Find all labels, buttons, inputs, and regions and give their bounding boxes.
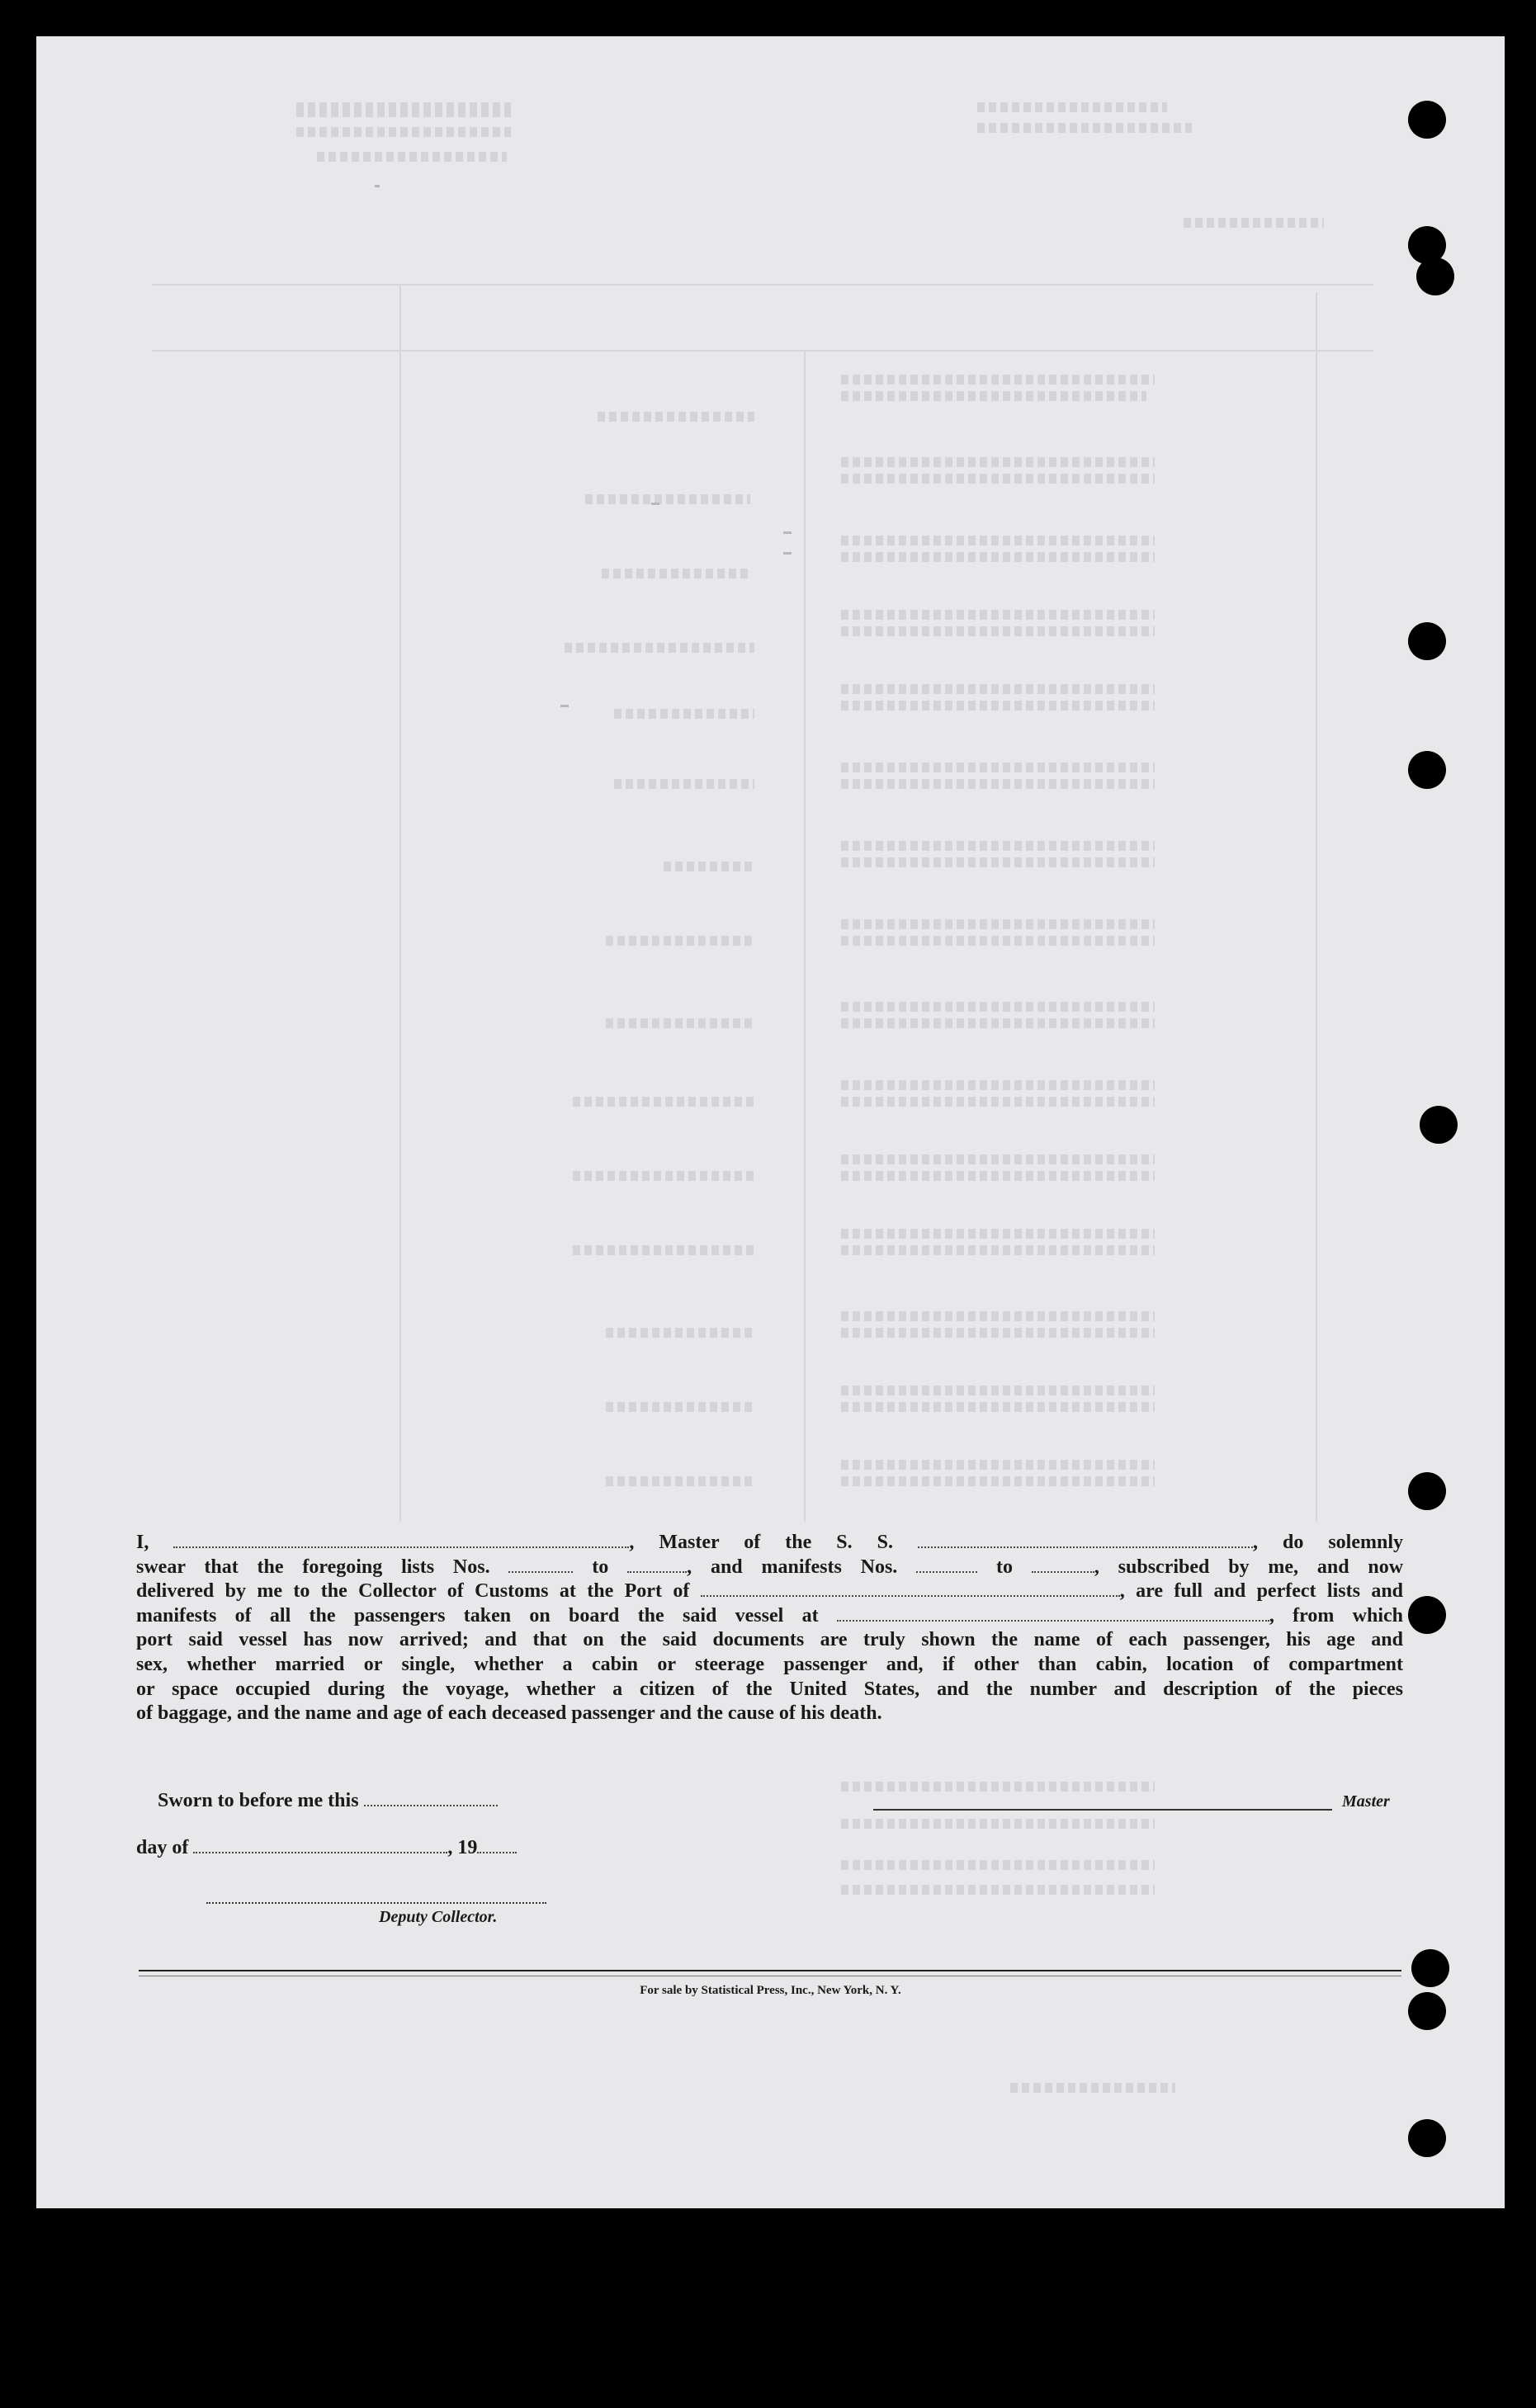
faded-row-text — [841, 779, 1155, 789]
faded-row-text — [606, 1476, 754, 1486]
oath-line-2 — [136, 1556, 1403, 1580]
manifest-to-blank[interactable] — [1032, 1556, 1094, 1573]
faded-row-text — [841, 1402, 1155, 1412]
oath-line-7: or space occupied during the voyage, whether a citizen of the United States, and the number and description of the pieces — [136, 1678, 1403, 1700]
oath-i: I, — [136, 1532, 149, 1553]
deputy-signature-line[interactable] — [206, 1902, 546, 1904]
faded-row-text — [1010, 2083, 1175, 2093]
faded-row-text — [841, 375, 1155, 385]
faded-row-text — [841, 1245, 1155, 1255]
port-blank[interactable] — [701, 1580, 1120, 1597]
faded-row-text — [606, 1402, 754, 1412]
oath-line-8: of baggage, and the name and age of each deceased passenger and the cause of his death. — [136, 1702, 882, 1725]
footer-rule — [139, 1970, 1401, 1971]
month-blank[interactable] — [193, 1837, 447, 1853]
faded-row-text — [841, 1311, 1155, 1321]
faded-row-text — [841, 626, 1155, 636]
swear-lists-label: swear that the foregoing lists Nos. — [136, 1556, 490, 1578]
manifests-all-label: manifests of all the passengers taken on board the said vessel at — [136, 1604, 819, 1627]
faded-row-text — [841, 457, 1155, 467]
manifest-from-blank[interactable] — [916, 1556, 977, 1573]
day-of-label: day of — [136, 1837, 189, 1858]
ship-name-blank[interactable] — [918, 1532, 1253, 1548]
oath-line-4 — [136, 1604, 1403, 1629]
faded-row-text — [664, 862, 754, 871]
faded-row-text — [585, 494, 750, 504]
year-blank[interactable] — [477, 1837, 517, 1853]
master-signature-label: Master — [1342, 1792, 1390, 1811]
faded-row-text — [841, 1171, 1155, 1181]
punch-hole — [1408, 1596, 1446, 1634]
faded-row-text — [614, 779, 754, 789]
faded-row-text — [841, 1002, 1155, 1012]
sworn-date-blank[interactable] — [364, 1790, 498, 1806]
faded-row-text — [841, 1460, 1155, 1470]
header-rule — [152, 284, 1373, 286]
oath-line-6: sex, whether married or single, whether a cabin or steerage passenger and, if other than cabin, location of compartment — [136, 1653, 1403, 1675]
list-from-blank[interactable] — [508, 1556, 573, 1573]
subscribed-label: , subscribed by me, and now — [1094, 1556, 1404, 1578]
master-of-ss-label: , Master of the S. S. — [629, 1532, 893, 1553]
faded-row-text — [606, 1328, 754, 1338]
header-rule — [152, 350, 1373, 352]
faded-row-text — [602, 569, 750, 578]
punch-hole — [1408, 1472, 1446, 1510]
column-rule — [804, 350, 806, 1522]
faded-header-text — [296, 102, 511, 117]
list-to-blank[interactable] — [627, 1556, 687, 1573]
year-prefix-label: , 19 — [447, 1837, 478, 1858]
faded-row-text — [841, 1018, 1155, 1028]
punch-hole — [1420, 1106, 1458, 1144]
from-which-label: , from which — [1269, 1604, 1403, 1627]
and-manifests-label: , and manifests Nos. — [687, 1556, 898, 1578]
to-label: to — [592, 1556, 609, 1578]
faded-row-text — [841, 1386, 1155, 1395]
faded-row-text — [841, 857, 1155, 867]
faded-row-text — [841, 841, 1155, 851]
faded-row-text — [606, 936, 754, 946]
punch-hole — [1416, 257, 1454, 295]
mark — [560, 705, 569, 707]
punch-hole — [1411, 1949, 1449, 1987]
master-oath-paragraph — [136, 1531, 1403, 1726]
embarkation-port-blank[interactable] — [837, 1605, 1269, 1622]
column-rule — [1316, 292, 1317, 1522]
do-solemnly-label: , do solemnly — [1252, 1532, 1404, 1553]
faded-row-text — [573, 1171, 754, 1181]
oath-line-5: port said vessel has now arrived; and that on the said documents are truly shown the name of each passenger, his age and — [136, 1629, 1403, 1651]
faded-row-text — [606, 1018, 754, 1028]
faded-header-text — [977, 102, 1167, 112]
delivered-label: delivered by me to the Collector of Customs at the Port of — [136, 1580, 690, 1603]
oath-line-3 — [136, 1579, 1403, 1604]
faded-header-text — [296, 127, 511, 137]
printer-imprint: For sale by Statistical Press, Inc., New York, N. Y. — [640, 1984, 901, 1997]
punch-hole — [1408, 101, 1446, 139]
sworn-label: Sworn to before me this — [158, 1790, 359, 1811]
to-label-2: to — [996, 1556, 1013, 1578]
sworn-line — [158, 1790, 498, 1812]
manifest-page — [36, 36, 1505, 2208]
faded-row-text — [841, 1860, 1155, 1870]
faded-row-text — [573, 1245, 754, 1255]
faded-row-text — [841, 552, 1155, 562]
column-rule — [399, 284, 401, 1522]
faded-row-text — [841, 474, 1155, 484]
deputy-collector-label: Deputy Collector. — [379, 1908, 498, 1926]
faded-row-text — [841, 701, 1155, 711]
faded-row-text — [841, 1154, 1155, 1164]
faded-row-text — [841, 391, 1146, 401]
punch-hole — [1408, 2119, 1446, 2157]
faded-row-text — [841, 1080, 1155, 1090]
full-and-perfect-label: , are full and perfect lists and — [1119, 1580, 1404, 1603]
mark — [375, 185, 380, 187]
faded-row-text — [841, 1885, 1155, 1895]
faded-row-text — [841, 1782, 1155, 1792]
faded-header-text — [977, 123, 1192, 133]
mark — [651, 503, 659, 505]
faded-row-text — [841, 536, 1155, 545]
faded-row-text — [841, 1819, 1155, 1829]
master-name-blank[interactable] — [173, 1532, 629, 1548]
faded-row-text — [573, 1097, 754, 1107]
faded-header-text — [1184, 218, 1324, 228]
faded-row-text — [841, 763, 1155, 772]
faded-row-text — [841, 1328, 1155, 1338]
oath-line-1 — [136, 1531, 1403, 1556]
faded-row-text — [841, 610, 1155, 620]
day-of-line — [136, 1837, 517, 1859]
faded-passenger-list — [36, 36, 1505, 1522]
faded-row-text — [841, 1476, 1155, 1486]
faded-row-text — [841, 1229, 1155, 1239]
punch-hole — [1408, 751, 1446, 789]
master-signature-line[interactable] — [873, 1809, 1332, 1811]
faded-row-text — [565, 643, 754, 653]
punch-hole — [1408, 622, 1446, 660]
faded-row-text — [841, 919, 1155, 929]
faded-header-text — [317, 152, 507, 162]
faded-row-text — [841, 684, 1155, 694]
mark — [783, 552, 792, 555]
mark — [783, 531, 792, 534]
faded-row-text — [598, 412, 754, 422]
faded-row-text — [841, 1097, 1155, 1107]
faded-row-text — [614, 709, 754, 719]
faded-row-text — [841, 936, 1155, 946]
